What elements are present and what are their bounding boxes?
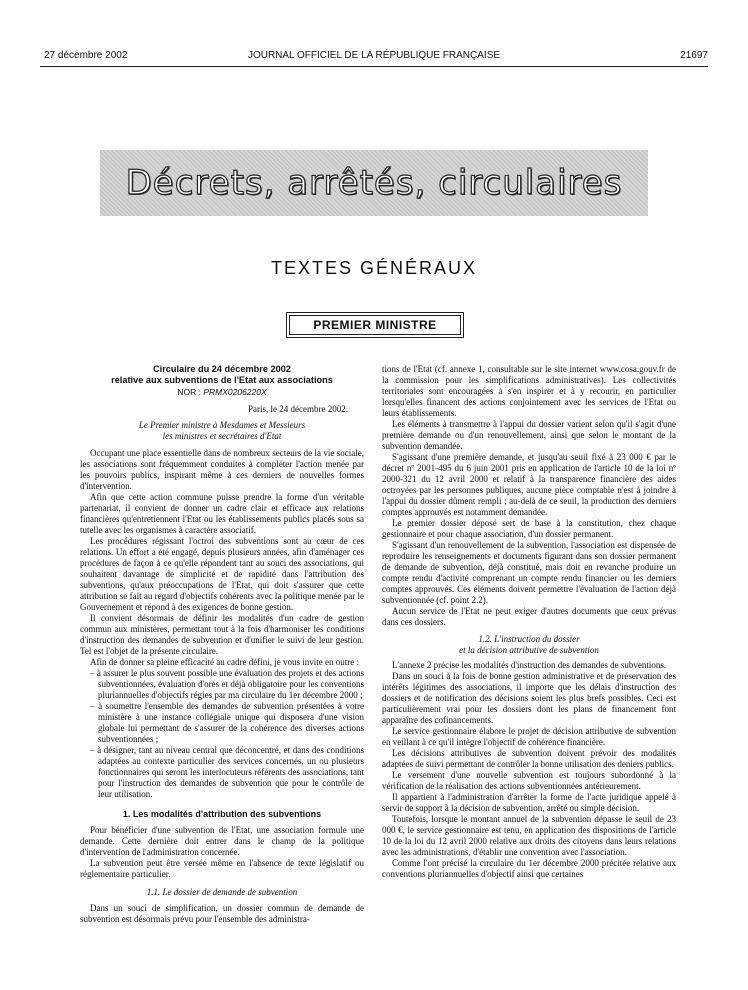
paragraph: S'agissant d'une première demande, et jusqu'au seuil fixé à 23 000 € par le décret nº 2001-495 du 6 juin 2001 pris en application de l'article 10 de la loi nº 2000-321 du 12 avril 2000 et relatif à la transparence financière des aides octroyées par les personnes publiques, aucune pièce comptable n'est à joindre à l'appui du dossier dûment rempli ; au-delà de ce seuil, la production des derniers comptes approuvés est notamment demandée. xyxy=(382,452,676,517)
paragraph: Dans un souci de simplification, un dossier commun de demande de subvention est désormais prévu pour l'ensemble des administra- xyxy=(80,903,364,924)
subsection-heading: 1.1. Le dossier de demande de subvention xyxy=(146,887,298,897)
paragraph: Dans un souci à la fois de bonne gestion administrative et de préservation des intérêts légitimes des associations, il importe que les délais d'instruction des dossiers et de notification des décisions soient les plus brefs possibles. Ceci est particulièrement vrai pour les dossiers dont les plans de financement font apparaître des cofinancements. xyxy=(382,671,676,725)
date-line: Paris, le 24 décembre 2002. xyxy=(248,404,348,414)
paragraph: Les décisions attributives de subvention doivent prévoir des modalités adaptées de suivi permettant de contrôler la bonne utilisation des deniers publics. xyxy=(382,748,676,769)
paragraph: Pour bénéficier d'une subvention de l'Etat, une association formule une demande. Cette dernière doit entrer dans le champ de la politique d'intervention de l'administration concernée. xyxy=(80,825,364,857)
paragraph: Afin de donner sa pleine efficacité au cadre défini, je vous invite en outre : xyxy=(90,657,359,667)
paragraph: Toutefois, lorsque le montant annuel de la subvention dépasse le seuil de 23 000 €, le service gestionnaire est tenu, en application des dispositions de l'article 10 de la loi du 12 avril 2000 relative aux droits des citoyens dans leurs relations avec les administrations, d'établir une convention avec l'association. xyxy=(382,814,676,857)
banner-title: Décrets, arrêtés, circulaires xyxy=(125,163,623,203)
page-header xyxy=(40,50,708,66)
page-number: 21697 xyxy=(680,50,708,61)
subsection-heading: 1.2. L'instruction du dossier xyxy=(478,634,580,644)
list-item: – à soumettre l'ensemble des demandes de subvention présentées à votre ministère à une instance collégiale unique qui disposera d'une vision globale lui permettant de s'assurer de la cohérence des diverses actions subventionnées ; xyxy=(90,701,364,744)
circular-subtitle: relative aux subventions de l'Etat aux associations xyxy=(111,375,333,385)
section-title: TEXTES GÉNÉRAUX xyxy=(270,258,478,278)
bullet-list xyxy=(80,668,364,800)
paragraph: Il convient désormais de définir les modalités d'un cadre de gestion commun aux ministères, permettant tout à la fois d'harmoniser les conditions d'instruction des demandes de subvention et d'unifier le suivi de leur gestion. Tel est l'objet de la présente circulaire. xyxy=(80,613,364,656)
nor-label: NOR : xyxy=(177,387,204,397)
header-rule xyxy=(40,66,708,67)
addressee-line-1: Le Premier ministre à Mesdames et Messieurs xyxy=(138,420,306,430)
subsection-heading-line-2: et la décision attributive de subvention xyxy=(459,645,599,655)
paragraph: Le premier dossier déposé sert de base à la constitution, chez chaque gestionnaire et pour chaque association, d'un dossier permanent. xyxy=(382,518,676,539)
section-heading: 1. Les modalités d'attribution des subventions xyxy=(122,809,322,819)
paragraph: Afin que cette action commune puisse prendre la forme d'un véritable partenariat, il convient de donner un cadre clair et efficace aux relations financières qu'entretiennent l'Etat ou les établissements publics placés sous sa tutelle avec les organismes à caractère associatif. xyxy=(80,492,364,535)
right-column xyxy=(382,364,676,880)
paragraph: tions de l'Etat (cf. annexe 1, consultable sur le site internet www.cosa.gouv.fr de la commission pour les simplifications administratives). Les collectivités territoriales sont encouragées à s'en inspirer et à y recourir, en particulier lorsqu'elles financent des actions conjointement avec les services de l'Etat ou leurs établissements. xyxy=(382,364,676,418)
paragraph: Occupant une place essentielle dans de nombreux secteurs de la vie sociale, les associations sont fréquemment conduites à compléter l'action menée par les pouvoirs publics, inspirant même à ces derniers de nouvelles formes d'intervention. xyxy=(80,448,364,491)
nor-line xyxy=(80,387,364,398)
header-date: 27 décembre 2002 xyxy=(44,50,128,61)
list-item: – à désigner, tant au niveau central que déconcentré, et dans des conditions adaptées au contexte particulier des services concernés, un ou plusieurs fonctionnaires qui seront les interlocuteurs référents des associations, tant pour l'instruction des demandes de subvention que pour le contrôle de leur utilisation. xyxy=(90,745,364,799)
left-column xyxy=(80,364,364,925)
paragraph: Comme l'ont précisé la circulaire du 1er décembre 2000 précitée relative aux conventions pluriannuelles d'objectif ainsi que certaines xyxy=(382,858,676,879)
paragraph: Le versement d'une nouvelle subvention est toujours subordonné à la vérification de la réalisation des actions subventionnées antérieurement. xyxy=(382,770,676,791)
list-item: – à assurer le plus souvent possible une évaluation des projets et des actions subventionnées, évaluation d'ores et déjà obligatoire pour les conventions pluriannuelles d'objectifs régies par ma circulaire du 1er décembre 2000 ; xyxy=(90,668,364,700)
paragraph: L'annexe 2 précise les modalités d'instruction des demandes de subventions. xyxy=(392,660,667,670)
addressee-line-2: les ministres et secrétaires d'Etat xyxy=(162,431,282,441)
paragraph: Aucun service de l'Etat ne peut exiger d'autres documents que ceux prévus dans ces dossiers. xyxy=(382,606,676,627)
paragraph: La subvention peut être versée même en l'absence de texte législatif ou réglementaire particulier. xyxy=(80,858,364,879)
circular-title: Circulaire du 24 décembre 2002 xyxy=(153,364,291,374)
paragraph: Il appartient à l'administration d'arrêter la forme de l'acte juridique appelé à servir de support à la décision de subvention, arrêté ou simple décision. xyxy=(382,792,676,813)
ministry-label: PREMIER MINISTRE xyxy=(289,315,461,335)
paragraph: S'agissant d'un renouvellement de la subvention, l'association est dispensée de reproduire les renseignements et documents figurant dans son dossier permanent de demande de subvention, déjà constitué, mais doit en revanche produire un compte rendu d'activité comprenant un compte rendu financier ou les derniers comptes approuvés. Ces éléments doivent permettre l'évaluation de l'action déjà subventionnée (cf. point 2.2). xyxy=(382,540,676,605)
banner-band xyxy=(100,150,648,216)
ministry-box xyxy=(286,312,464,338)
paragraph: Les éléments à transmettre à l'appui du dossier varient selon qu'il s'agit d'une première demande ou d'un renouvellement, ainsi que selon le montant de la subvention demandée. xyxy=(382,419,676,451)
paragraph: Les procédures régissant l'octroi des subventions sont au cœur de ces relations. Un effort a été engagé, depuis plusieurs années, afin d'aménager ces procédures de façon à ce qu'elle répondent tant au souci des associations, qui souhaitent davantage de simplicité et de rapidité dans l'attribution des subventions, qu'aux préoccupations de l'Etat, qui doit s'assurer que cette attribution se fait au regard d'objectifs cohérents avec la politique menée par le Gouvernement et répond à des exigences de bonne gestion. xyxy=(80,536,364,612)
nor-code: PRMX0206220X xyxy=(203,387,267,397)
journal-title: JOURNAL OFFICIEL DE LA RÉPUBLIQUE FRANÇAISE xyxy=(247,50,501,61)
paragraph: Le service gestionnaire élabore le projet de décision attributive de subvention en veillant à ce qu'il intègre l'objectif de cohérence financière. xyxy=(382,726,676,747)
